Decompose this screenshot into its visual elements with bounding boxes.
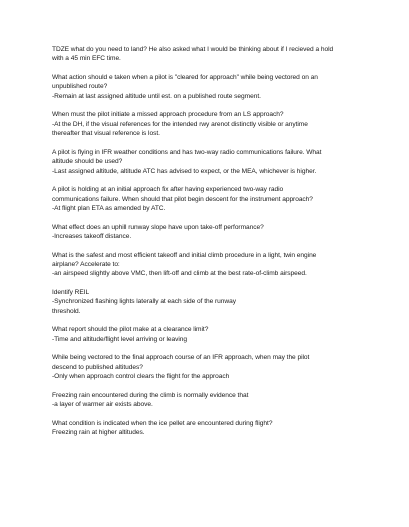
qa-block	[52, 391, 389, 410]
text-line: -At the DH, if the visual references for the intended rwy arenot distinctly visible or anytime	[52, 120, 308, 128]
text-line: -a layer of warmer air exists above.	[52, 401, 153, 409]
text-line: What is the safest and most efficient takeoff and initial climb procedure in a light, twin engine	[52, 251, 317, 259]
qa-block	[52, 251, 389, 279]
document-body	[52, 45, 389, 438]
text-line: thereafter that visual reference is lost.	[52, 130, 160, 138]
text-line: What condition is indicated when the ice pellet are encountered during flight?	[52, 419, 273, 427]
text-line: descend to published altitudes?	[52, 363, 143, 371]
qa-block	[52, 325, 389, 344]
text-line: unpublished route?	[52, 83, 108, 91]
text-line: with a 45 min EFC time.	[52, 55, 121, 63]
text-line: Identify REIL	[52, 289, 90, 297]
text-line: -Last assigned altitude, altitude ATC has advised to expect, or the MEA, whichever is higher.	[52, 167, 317, 175]
qa-block	[52, 73, 389, 101]
text-line: While being vectored to the final approach course of an IFR approach, when may the pilot	[52, 354, 310, 362]
qa-block	[52, 45, 389, 64]
text-line: -At flight plan ETA as amended by ATC.	[52, 205, 166, 213]
text-line: -Remain at last assigned altitude until est. on a published route segment.	[52, 92, 261, 100]
qa-block	[52, 185, 389, 213]
qa-block	[52, 353, 389, 381]
text-line: communications failure. When should that pilot begin descent for the instrument approach?	[52, 195, 313, 203]
qa-block	[52, 419, 389, 438]
text-line: A pilot is holding at an initial approach fix after having experienced two-way radio	[52, 186, 284, 194]
text-line: What report should the pilot make at a clearance limit?	[52, 326, 209, 334]
text-line: Freezing rain at higher altitudes.	[52, 429, 145, 437]
text-line: -Synchronized flashing lights laterally at each side of the runway	[52, 298, 236, 306]
text-line: threshold.	[52, 307, 81, 315]
text-line: altitude should be used?	[52, 158, 123, 166]
text-line: A pilot is flying in IFR weather conditions and has two-way radio communications failure. What	[52, 148, 322, 156]
qa-block	[52, 288, 389, 316]
text-line: Freezing rain encountered during the climb is normally evidence that	[52, 391, 249, 399]
text-line: What action should e taken when a pilot is "cleared for approach" while being vectored on an	[52, 74, 318, 81]
qa-block	[52, 223, 389, 242]
text-line: airplane? Accelerate to:	[52, 261, 120, 269]
qa-block	[52, 148, 389, 176]
text-line: What effect does an uphill runway slope have upon take-off performance?	[52, 223, 264, 231]
text-line: -an airspeed slightly above VMC, then lift-off and climb at the best rate-of-climb airspeed.	[52, 270, 307, 278]
text-line: When must the pilot initiate a missed approach procedure from an LS approach?	[52, 111, 284, 119]
text-line: -Time and altitude/flight level arriving or leaving	[52, 335, 188, 343]
text-line: -Increases takeoff distance.	[52, 233, 132, 241]
text-line: -Only when approach control clears the flight for the approach	[52, 373, 230, 381]
text-line: TDZE what do you need to land? He also asked what I would be thinking about if I recieved a hold	[52, 46, 334, 53]
qa-block	[52, 110, 389, 138]
